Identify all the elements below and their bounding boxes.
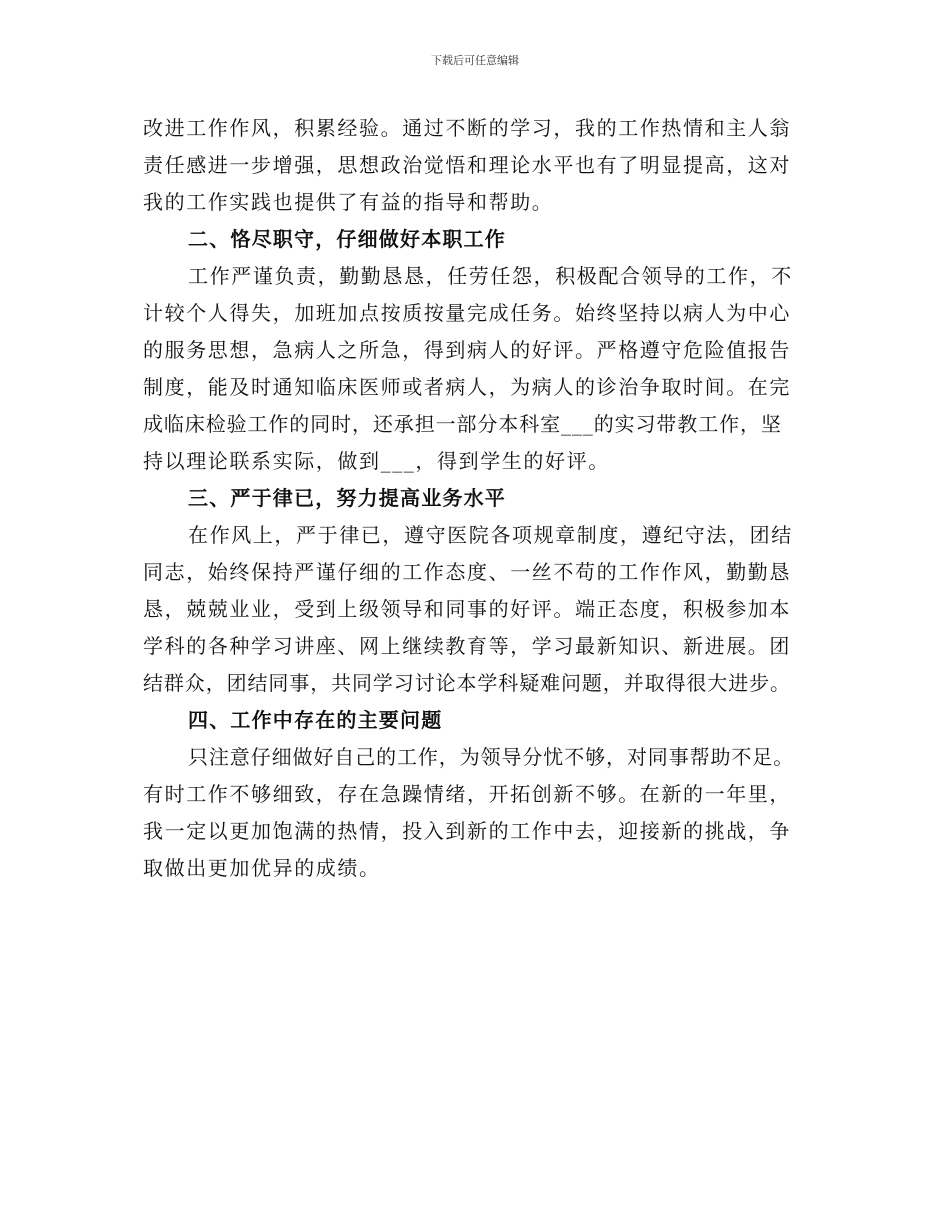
section-heading: 二、恪尽职守，仔细做好本职工作 — [188, 227, 506, 251]
document-body — [143, 110, 823, 887]
paragraph-line: 我的工作实践也提供了有益的指导和帮助。 — [143, 190, 554, 214]
page-header: 下载后可任意编辑 — [431, 54, 519, 67]
paragraph-line: 成临床检验工作的同时，还承担一部分本科室___的实习带教工作，坚 — [143, 412, 782, 436]
paragraph-line: 责任感进一步增强，思想政治觉悟和理论水平也有了明显提高，这对 — [143, 153, 791, 177]
paragraph-line: 学科的各种学习讲座、网上继续教育等，学习最新知识、新进展。团 — [143, 634, 791, 658]
paragraph-line: 有时工作不够细致，存在急躁情绪，开拓创新不够。在新的一年里， — [143, 782, 791, 806]
paragraph-line: 持以理论联系实际，做到___，得到学生的好评。 — [143, 449, 610, 473]
section-heading: 三、严于律已，努力提高业务水平 — [188, 486, 506, 510]
paragraph-line: 只注意仔细做好自己的工作，为领导分忧不够，对同事帮助不足。 — [188, 745, 795, 769]
paragraph-line: 工作严谨负责，勤勤恳恳，任劳任怨，积极配合领导的工作，不 — [188, 264, 793, 288]
paragraph-line: 结群众，团结同事，共同学习讨论本学科疑难问题，并取得很大进步。 — [143, 671, 791, 695]
paragraph-line: 制度，能及时通知临床医师或者病人，为病人的诊治争取时间。在完 — [143, 375, 791, 399]
section-heading: 四、工作中存在的主要问题 — [188, 708, 443, 732]
paragraph-line: 计较个人得失，加班加点按质按量完成任务。始终坚持以病人为中心 — [143, 301, 791, 325]
paragraph-line: 同志，始终保持严谨仔细的工作态度、一丝不苟的工作作风，勤勤恳 — [143, 560, 791, 584]
paragraph-line: 改进工作作风，积累经验。通过不断的学习，我的工作热情和主人翁 — [143, 116, 791, 140]
paragraph-line: 取做出更加优异的成绩。 — [143, 856, 381, 880]
paragraph-line: 的服务思想，急病人之所急，得到病人的好评。严格遵守危险值报告 — [143, 338, 791, 362]
paragraph-line: 我一定以更加饱满的热情，投入到新的工作中去，迎接新的挑战，争 — [143, 819, 791, 843]
paragraph-line: 恳，兢兢业业，受到上级领导和同事的好评。端正态度，积极参加本 — [143, 597, 791, 621]
paragraph-line: 在作风上，严于律已，遵守医院各项规章制度，遵纪守法，团结 — [188, 523, 793, 547]
